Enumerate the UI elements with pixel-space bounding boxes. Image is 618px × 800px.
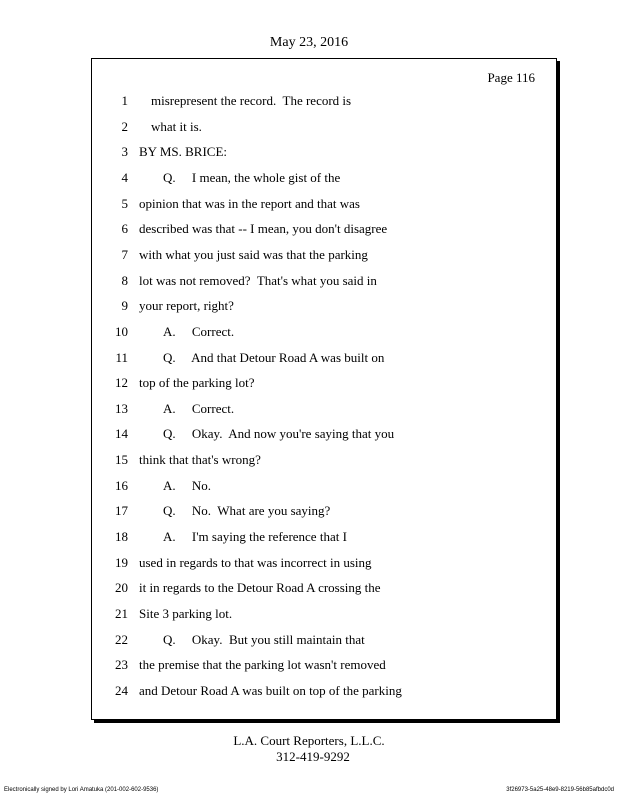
line-number: 19 — [115, 554, 128, 570]
transcript-line — [92, 554, 558, 572]
line-text: Q. And that Detour Road A was built on — [163, 349, 385, 365]
line-number: 14 — [115, 426, 128, 442]
transcript-line — [92, 272, 558, 290]
line-text: A. I'm saying the reference that I — [163, 529, 347, 545]
line-number: 2 — [121, 118, 128, 134]
line-number: 1 — [121, 93, 128, 108]
line-text: Q. No. What are you saying? — [163, 503, 331, 519]
line-text: with what you just said was that the parking — [139, 246, 368, 262]
transcript-line — [92, 349, 558, 367]
line-text: A. Correct. — [163, 323, 235, 339]
line-text: the premise that the parking lot wasn't removed — [139, 657, 386, 673]
line-text: and Detour Road A was built on top of the parking — [139, 682, 402, 698]
footer-phone: 312-419-9292 — [276, 749, 350, 764]
line-text: Site 3 parking lot. — [139, 606, 233, 621]
line-text: A. No. — [163, 477, 212, 493]
footer-company: L.A. Court Reporters, L.L.C. — [233, 733, 385, 748]
transcript-line — [92, 451, 558, 469]
line-number: 21 — [115, 606, 128, 621]
transcript-line — [92, 246, 558, 264]
transcript-line — [92, 220, 558, 238]
transcript-line — [92, 118, 558, 136]
transcript-line — [92, 195, 558, 213]
line-text: what it is. — [151, 118, 202, 134]
line-number: 11 — [115, 349, 128, 365]
transcript-line — [92, 682, 558, 700]
line-text: opinion that was in the report and that was — [139, 195, 360, 211]
document-id: 3f26973-5a25-48e9-8219-56b85afbdc0d — [506, 787, 614, 793]
transcript-line — [92, 528, 558, 546]
line-text: A. Correct. — [163, 400, 235, 416]
transcript-line — [92, 605, 558, 623]
transcript-line — [92, 297, 558, 315]
line-number: 20 — [115, 580, 128, 596]
line-text: misrepresent the record. The record is — [151, 93, 352, 108]
page-number: Page 116 — [487, 70, 535, 85]
transcript-line — [92, 169, 558, 187]
line-number: 22 — [115, 631, 128, 647]
transcript-line — [92, 400, 558, 418]
line-number: 13 — [115, 400, 128, 416]
line-text: Q. I mean, the whole gist of the — [163, 169, 341, 185]
line-text: top of the parking lot? — [139, 375, 255, 391]
line-number: 24 — [115, 682, 128, 698]
transcript-line — [92, 323, 558, 341]
transcript-line — [92, 425, 558, 443]
transcript-line — [92, 143, 558, 161]
line-text: think that that's wrong? — [139, 452, 261, 468]
line-number: 4 — [121, 169, 128, 185]
transcript-line — [92, 656, 558, 674]
transcript-line — [92, 579, 558, 597]
line-number: 9 — [121, 298, 128, 314]
transcript-line — [92, 92, 558, 110]
line-number: 7 — [121, 246, 128, 262]
line-number: 23 — [115, 657, 128, 673]
line-number: 10 — [115, 323, 128, 339]
line-number: 18 — [115, 529, 128, 545]
transcript-line — [92, 374, 558, 392]
transcript-line — [92, 631, 558, 649]
line-number: 17 — [115, 503, 128, 519]
line-number: 8 — [121, 272, 128, 288]
line-text: described was that -- I mean, you don't disagree — [139, 221, 388, 237]
electronic-signature: Electronically signed by Lori Amatuka (201-002-602-9536) — [4, 787, 159, 793]
line-text: used in regards to that was incorrect in using — [139, 554, 372, 570]
line-number: 5 — [121, 195, 128, 211]
line-text: BY MS. BRICE: — [139, 144, 228, 160]
line-number: 6 — [121, 221, 128, 237]
header-date: May 23, 2016 — [269, 35, 349, 50]
line-number: 15 — [115, 452, 128, 468]
transcript-line — [92, 477, 558, 495]
line-text: lot was not removed? That's what you said in — [139, 272, 377, 288]
line-number: 16 — [115, 477, 128, 493]
line-text: it in regards to the Detour Road A crossing the — [139, 580, 381, 596]
transcript-line — [92, 502, 558, 520]
line-number: 12 — [115, 375, 128, 391]
transcript-page — [91, 58, 557, 720]
line-number: 3 — [121, 144, 128, 160]
line-text: Q. Okay. And now you're saying that you — [163, 426, 395, 442]
line-text: your report, right? — [139, 298, 234, 314]
line-text: Q. Okay. But you still maintain that — [163, 631, 365, 647]
